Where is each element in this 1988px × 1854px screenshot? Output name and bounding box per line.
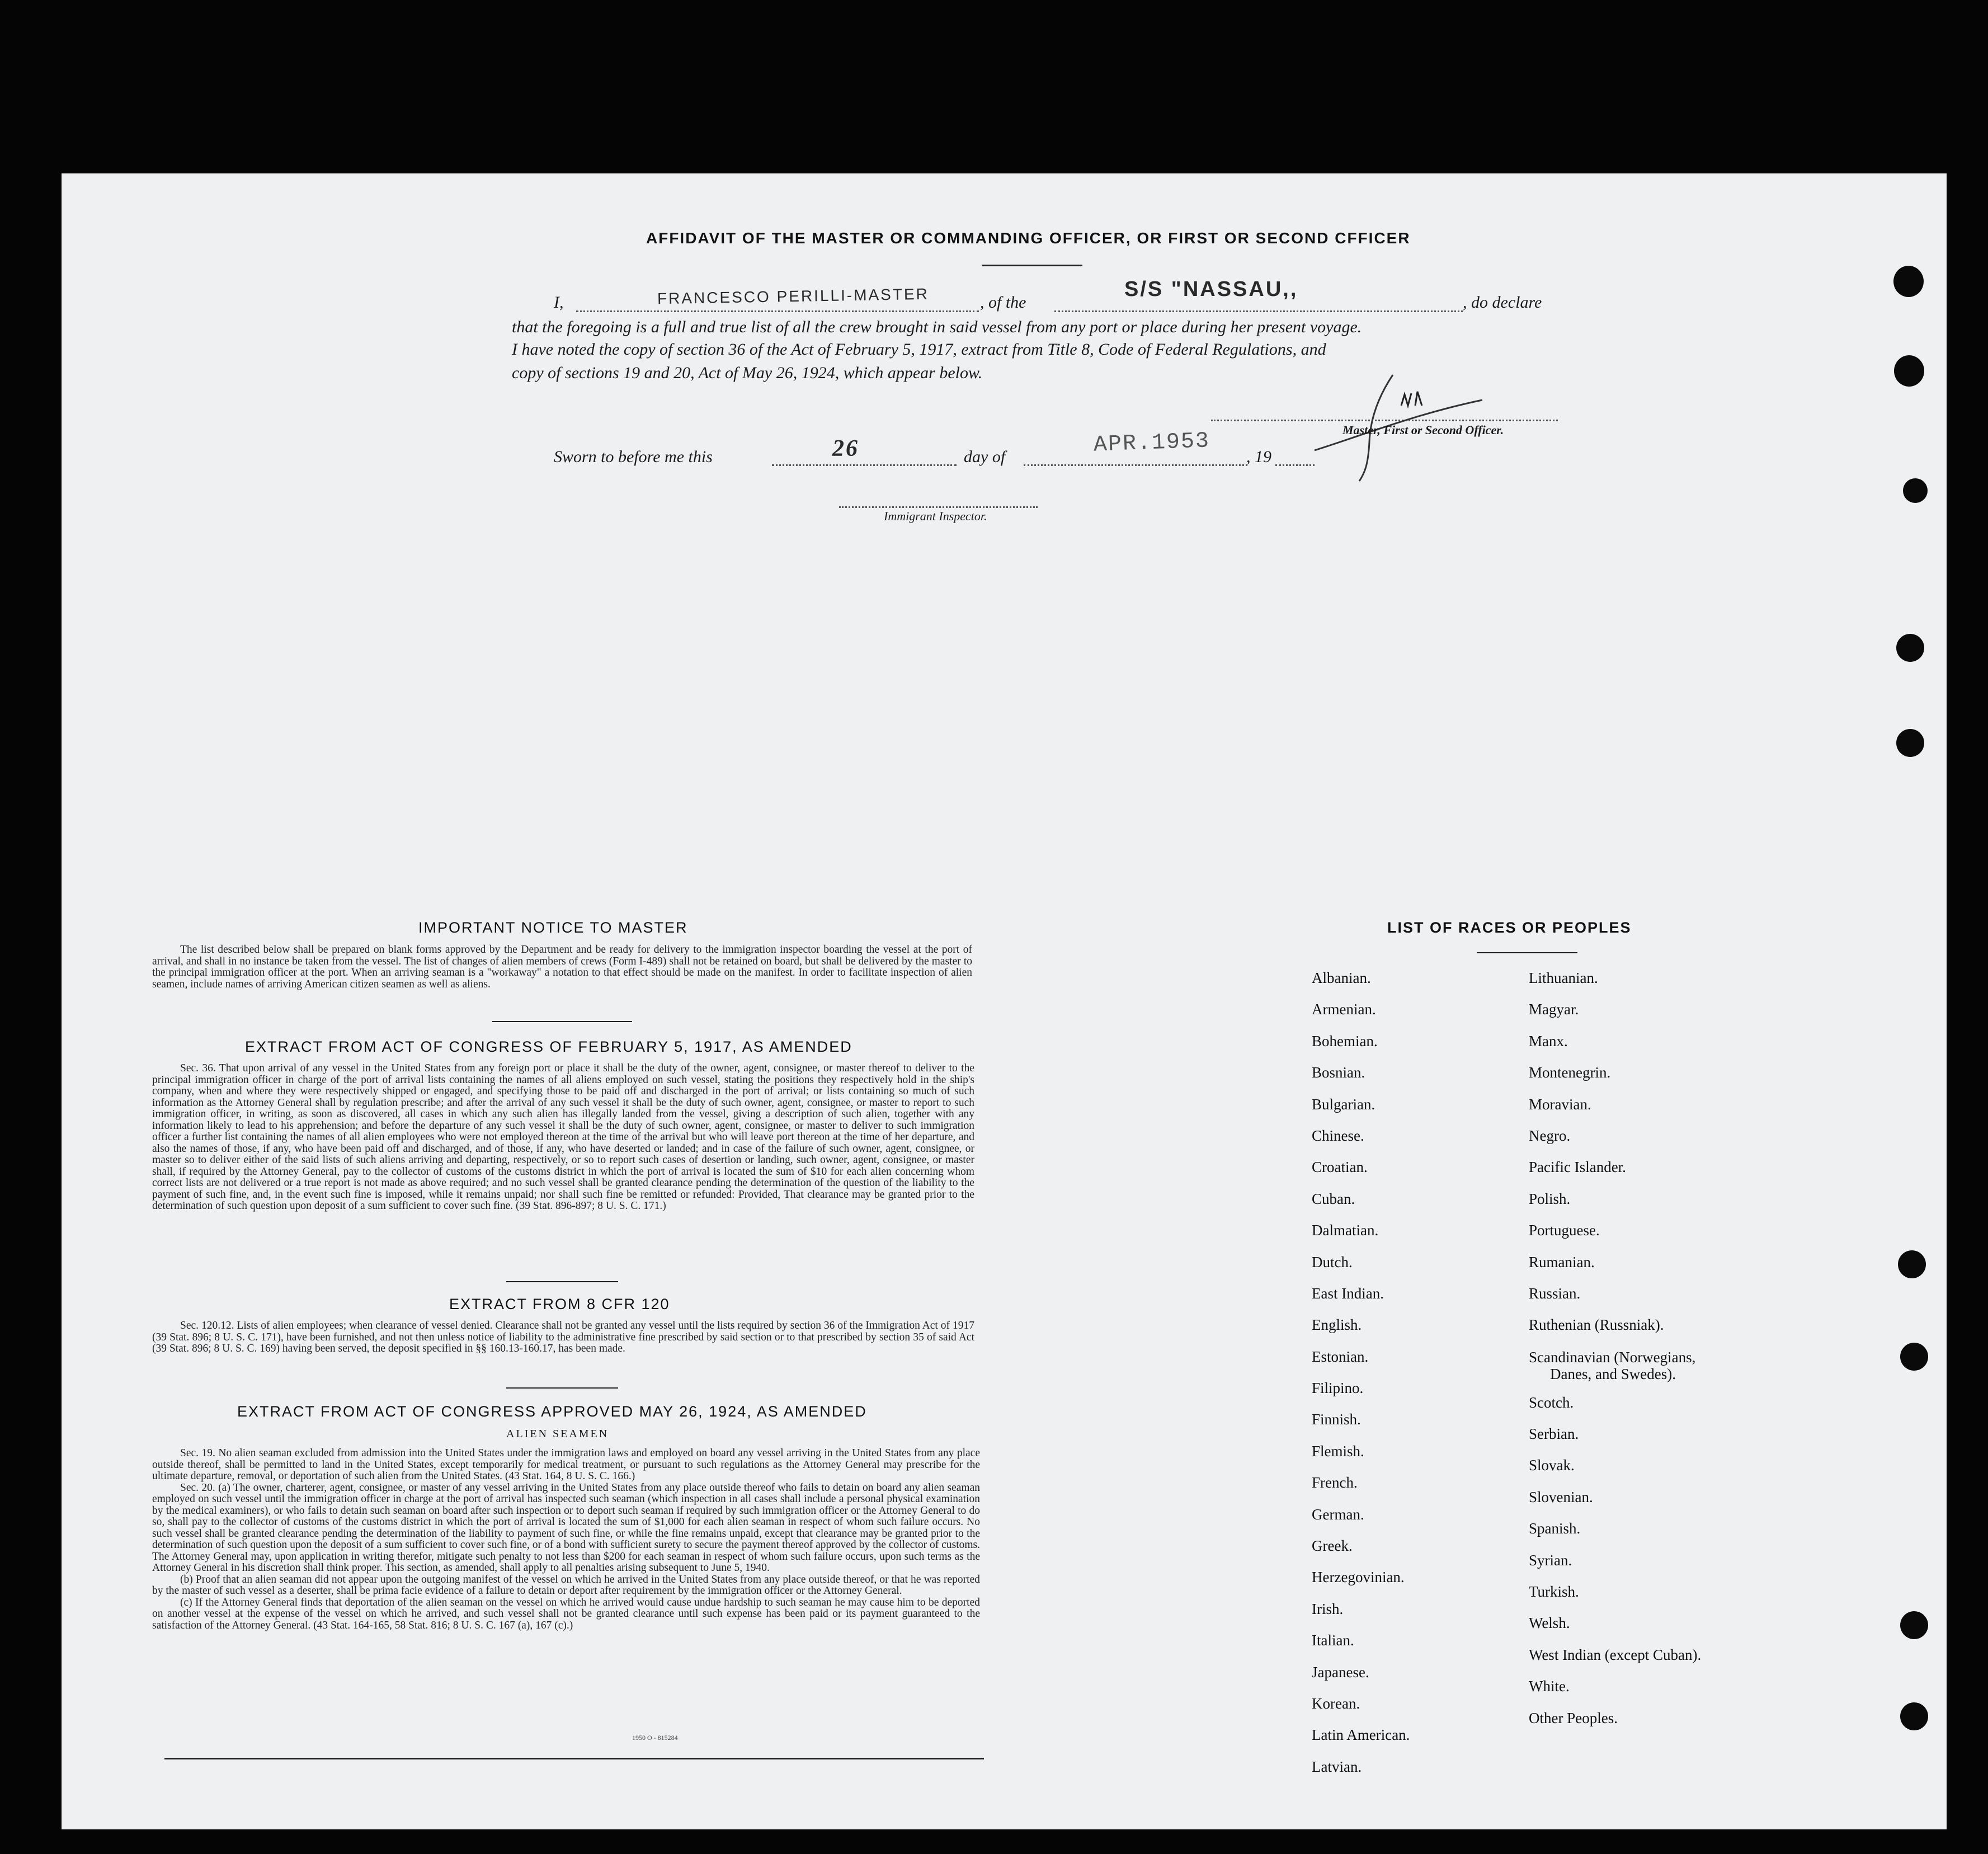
race-item: West Indian (except Cuban). xyxy=(1529,1646,1702,1663)
race-item: Finnish. xyxy=(1312,1411,1361,1428)
race-item: German. xyxy=(1312,1505,1364,1523)
master-signature xyxy=(1303,358,1488,487)
race-item: Slovak. xyxy=(1529,1457,1575,1474)
race-item: Greek. xyxy=(1312,1537,1353,1555)
race-item: Chinese. xyxy=(1312,1127,1364,1144)
race-item: White. xyxy=(1529,1678,1570,1695)
inspector-role: Immigrant Inspector. xyxy=(884,509,987,523)
affidavit-line-4: copy of sections 19 and 20, Act of May 26, 1924, which appear below. xyxy=(512,364,983,382)
notice-title: IMPORTANT NOTICE TO MASTER xyxy=(418,919,688,936)
race-item: Bohemian. xyxy=(1312,1032,1378,1050)
race-item: Albanian. xyxy=(1312,970,1371,986)
races-title: LIST OF RACES OR PEOPLES xyxy=(1387,919,1632,936)
binder-hole xyxy=(1900,1611,1928,1639)
notice-paragraph: The list described below shall be prepared on blank forms approved by the Department and be ready for delivery to the immigration inspector boarding the vessel at the port of arrival, and shall in no instance be taken from the vessel. The list of changes of alien members of crews (Form I-489) shall not be retained on board, but shall be delivered by the master to the principal immigration officer at the port. When an arriving seaman is a "workaway" a notation to that effect should be made on the manifest. In order to facilitate inspection of alien seamen, include names of arriving American citizen seamen as well as aliens. xyxy=(152,944,972,990)
race-item: Scotch. xyxy=(1529,1394,1574,1411)
extract-cfr-title: EXTRACT FROM 8 CFR 120 xyxy=(449,1296,670,1312)
date-stamp: APR.1953 xyxy=(1093,429,1210,458)
race-item: Latvian. xyxy=(1312,1758,1362,1775)
binder-hole xyxy=(1900,1343,1928,1371)
extract-1917-title: EXTRACT FROM ACT OF CONGRESS OF FEBRUARY 5, 1917, AS AMENDED xyxy=(245,1038,852,1055)
binder-hole xyxy=(1898,1250,1926,1278)
binder-hole xyxy=(1894,355,1924,387)
race-item: Montenegrin. xyxy=(1529,1064,1611,1081)
races-right-column xyxy=(1529,962,1701,1734)
race-item: Magyar. xyxy=(1529,1001,1579,1018)
divider xyxy=(492,1021,632,1022)
race-item: Portuguese. xyxy=(1529,1222,1600,1239)
month-line xyxy=(1024,464,1247,466)
race-item: Flemish. xyxy=(1312,1442,1364,1460)
declarant-line xyxy=(576,310,979,312)
year-prefix: , 19 xyxy=(1246,448,1271,466)
race-item: Filipino. xyxy=(1312,1380,1364,1397)
binder-hole xyxy=(1900,1702,1928,1730)
title-underline xyxy=(982,265,1082,266)
divider xyxy=(506,1387,618,1389)
section-19-text: Sec. 19. No alien seaman excluded from admission into the United States under the immigration laws and employed on board any vessel arriving in the United States from any place outside thereof, shall be permitted to land in the United States, except temporarily for medical treatment, or pursuant to such regulations as the Attorney General may prescribe for the ultimate departure, removal, or deportation of such alien from the United States. (43 Stat. 164, 8 U. S. C. 166.) xyxy=(152,1447,980,1482)
race-item: Latin American. xyxy=(1312,1726,1410,1744)
binder-hole xyxy=(1903,478,1928,503)
alien-seamen-subtitle: ALIEN SEAMEN xyxy=(506,1428,609,1440)
race-item: Bosnian. xyxy=(1312,1064,1365,1081)
race-item: Croatian. xyxy=(1312,1159,1368,1176)
year-line xyxy=(1275,464,1315,466)
binder-hole xyxy=(1893,266,1924,297)
extract-1924-title: EXTRACT FROM ACT OF CONGRESS APPROVED MAY 26, 1924, AS AMENDED xyxy=(237,1403,867,1420)
divider xyxy=(506,1281,618,1282)
race-item: Dutch. xyxy=(1312,1253,1353,1270)
race-item: Dalmatian. xyxy=(1312,1222,1379,1239)
race-item: Serbian. xyxy=(1529,1425,1579,1443)
race-item: Pacific Islander. xyxy=(1529,1159,1626,1176)
affidavit-line-2: that the foregoing is a full and true list of all the crew brought in said vessel from any port or place during her present voyage. xyxy=(512,318,1362,336)
signer-role: Master, First or Second Officer. xyxy=(1342,423,1504,437)
race-item: Syrian. xyxy=(1529,1551,1572,1569)
extract-1917-body xyxy=(152,1063,974,1212)
do-declare-label: , do declare xyxy=(1463,293,1542,312)
vessel-name: S/S "NASSAU,, xyxy=(1124,277,1298,301)
race-item: Danes, and Swedes). xyxy=(1550,1365,1676,1382)
race-item: Turkish. xyxy=(1529,1583,1579,1601)
race-item: Estonian. xyxy=(1312,1348,1369,1365)
race-item: Ruthenian (Russniak). xyxy=(1529,1316,1664,1334)
affidavit-line-3: I have noted the copy of section 36 of the Act of February 5, 1917, extract from Title 8, Code of Federal Regulations, and xyxy=(512,340,1326,359)
race-item: Slovenian. xyxy=(1529,1488,1593,1505)
declarant-name: FRANCESCO PERILLI-MASTER xyxy=(657,285,930,308)
of-the-label: , of the xyxy=(980,293,1026,312)
race-item: Moravian. xyxy=(1529,1095,1591,1113)
race-item: Lithuanian. xyxy=(1529,970,1598,986)
section-120-12-text: Sec. 120.12. Lists of alien employees; when clearance of vessel denied. Clearance shall not be granted any vessel until the lists required by section 36 of the Immigration Act of 1917 (39 Stat. 896; 8 U. S. C. 171), have been furnished, and not then unless notice of liability to the administrative fine prescribed by said section or to that prescribed by section 35 of said Act (39 Stat. 896; 8 U. S. C. 169) having been served, the deposit specified in §§ 160.13-160.17, has been made. xyxy=(152,1320,974,1354)
race-item: English. xyxy=(1312,1316,1362,1334)
race-item: Manx. xyxy=(1529,1032,1568,1050)
race-item: Bulgarian. xyxy=(1312,1095,1375,1113)
race-item: Scandinavian (Norwegians, xyxy=(1529,1348,1696,1366)
race-item: Rumanian. xyxy=(1529,1253,1595,1270)
race-item: Polish. xyxy=(1529,1190,1571,1207)
bottom-rule xyxy=(164,1758,984,1759)
binder-hole xyxy=(1896,729,1924,757)
race-item: Italian. xyxy=(1312,1632,1354,1649)
inspector-line xyxy=(839,506,1038,508)
section-20c-text: (c) If the Attorney General finds that deportation of the alien seaman on the vessel on which he arrived would cause undue hardship to such seaman he may cause him to be deported on another vessel at the expense of the vessel on which he arrived, and such vessel shall not be granted clearance until such expense has been paid or its payment guaranteed to the satisfaction of the Attorney General. (43 Stat. 164-165, 58 Stat. 816; 8 U. S. C. 167 (a), 167 (c).) xyxy=(152,1596,980,1631)
race-item: Spanish. xyxy=(1529,1520,1581,1537)
race-item: Irish. xyxy=(1312,1600,1344,1617)
race-item: Japanese. xyxy=(1312,1663,1369,1681)
day-line xyxy=(772,464,957,466)
extract-1924-body xyxy=(152,1448,980,1631)
race-item: Other Peoples. xyxy=(1529,1709,1618,1726)
binder-hole xyxy=(1896,634,1924,662)
sworn-label: Sworn to before me this xyxy=(554,448,713,466)
race-item: Cuban. xyxy=(1312,1190,1355,1207)
section-20a-text: Sec. 20. (a) The owner, charterer, agent, consignee, or master of any vessel arriving in the United States from any place outside thereof who fails to detain on board any alien seaman employed on such vessel until the immigration officer in charge at the port of arrival has inspected such seaman (which inspection in all cases shall include a personal physical examination by the medical examiners), or who fails to detain such seaman on board after such inspection or to deport such seaman if required by such immigration officer or the Attorney General to do so, shall pay to the collector of customs of the customs district in which the port of arrival is located the sum of $1,000 for each alien seaman in respect of whom such failure occurs. No such vessel shall be granted clearance pending the determination of the liability to payment of such fine, or while the fine remains unpaid, except that clearance may be granted prior to the determination of such question upon the deposit of a sum sufficient to cover such fine, or of a bond with sufficient surety to secure the payment thereof approved by the collector of customs. The Attorney General may, upon application in writing therefor, mitigate such penalty to not less than $200 for each seaman in respect of whom such failure occurs, upon such terms as the Attorney General in his discretion shall think proper. This section, as amended, shall apply to all penalties arising subsequent to June 5, 1940. xyxy=(152,1481,980,1574)
race-item: East Indian. xyxy=(1312,1284,1384,1302)
print-code: 1950 O - 815284 xyxy=(632,1734,678,1742)
i-label: I, xyxy=(554,293,564,312)
race-item: Herzegovinian. xyxy=(1312,1569,1405,1586)
race-item: Korean. xyxy=(1312,1695,1360,1712)
race-item: French. xyxy=(1312,1474,1358,1491)
sworn-day: 26 xyxy=(832,436,859,462)
race-item: Negro. xyxy=(1529,1127,1571,1144)
vessel-line xyxy=(1054,310,1463,312)
race-item: Armenian. xyxy=(1312,1001,1376,1018)
extract-cfr-body xyxy=(152,1320,974,1355)
race-item: Russian. xyxy=(1529,1284,1581,1302)
section-20b-text: (b) Proof that an alien seaman did not appear upon the outgoing manifest of the vessel on which he arrived in the United States from any place outside thereof, or that he was reported by the master of such vessel as a deserter, shall be prima facie evidence of a failure to detain or deport after requirement by the immigration officer or the Attorney General. xyxy=(152,1573,980,1597)
affidavit-title: AFFIDAVIT OF THE MASTER OR COMMANDING OFFICER, OR FIRST OR SECOND CFFICER xyxy=(646,229,1411,247)
races-left-column xyxy=(1312,962,1410,1782)
section-36-text: Sec. 36. That upon arrival of any vessel in the United States from any foreign port or place it shall be the duty of the owner, agent, consignee, or master thereof to deliver to the principal immigration officer in charge of the port of arrival lists containing the names of all aliens employed on such vessel, stating the positions they respectively hold in the ship's company, when and where they were respectively shipped or engaged, and specifying those to be paid off and discharged in the port of arrival; or lists containing so much of such information as the Attorney General shall by regulation prescribe; and after the arrival of any such vessel it shall be the duty of such owner, agent, consignee, or master to report to such immigration officer, in writing, as soon as discovered, all cases in which any such alien has illegally landed from the vessel, giving a description of such alien, together with any information likely to lead to his apprehension; and before the departure of any such vessel it shall be the duty of such owner, agent, consignee, or master to deliver to such immigration officer a further list containing the names of all alien employees who were not employed thereon at the time of the arrival but who will leave port thereon at the time of her departure, and also the names of those, if any, who have been paid off and discharged, and of those, if any, who have deserted or landed; and in case of the failure of such owner, agent, consignee, or master so to deliver either of the said lists of such aliens arriving and departing, respectively, or so to report such cases of desertion or landing, such owner, agent, consignee, or master shall, if required by the Attorney General, pay to the collector of customs of the customs district in which the port of arrival is located the sum of $10 for each alien concerning whom correct lists are not delivered or a true report is not made as above required; and no such vessel shall be granted clearance pending the determination of the question of the liability to the payment of such fine, and, in the event such fine is imposed, while it remains unpaid; nor shall such fine be remitted or refunded: Provided, That clearance may be granted prior to the determination of such question upon deposit of a sum sufficient to cover such fine. (39 Stat. 896-897; 8 U. S. C. 171.) xyxy=(152,1062,974,1212)
notice-body xyxy=(152,944,972,990)
day-of-label: day of xyxy=(964,448,1006,466)
race-item: Welsh. xyxy=(1529,1615,1570,1632)
races-title-underline xyxy=(1477,952,1577,953)
